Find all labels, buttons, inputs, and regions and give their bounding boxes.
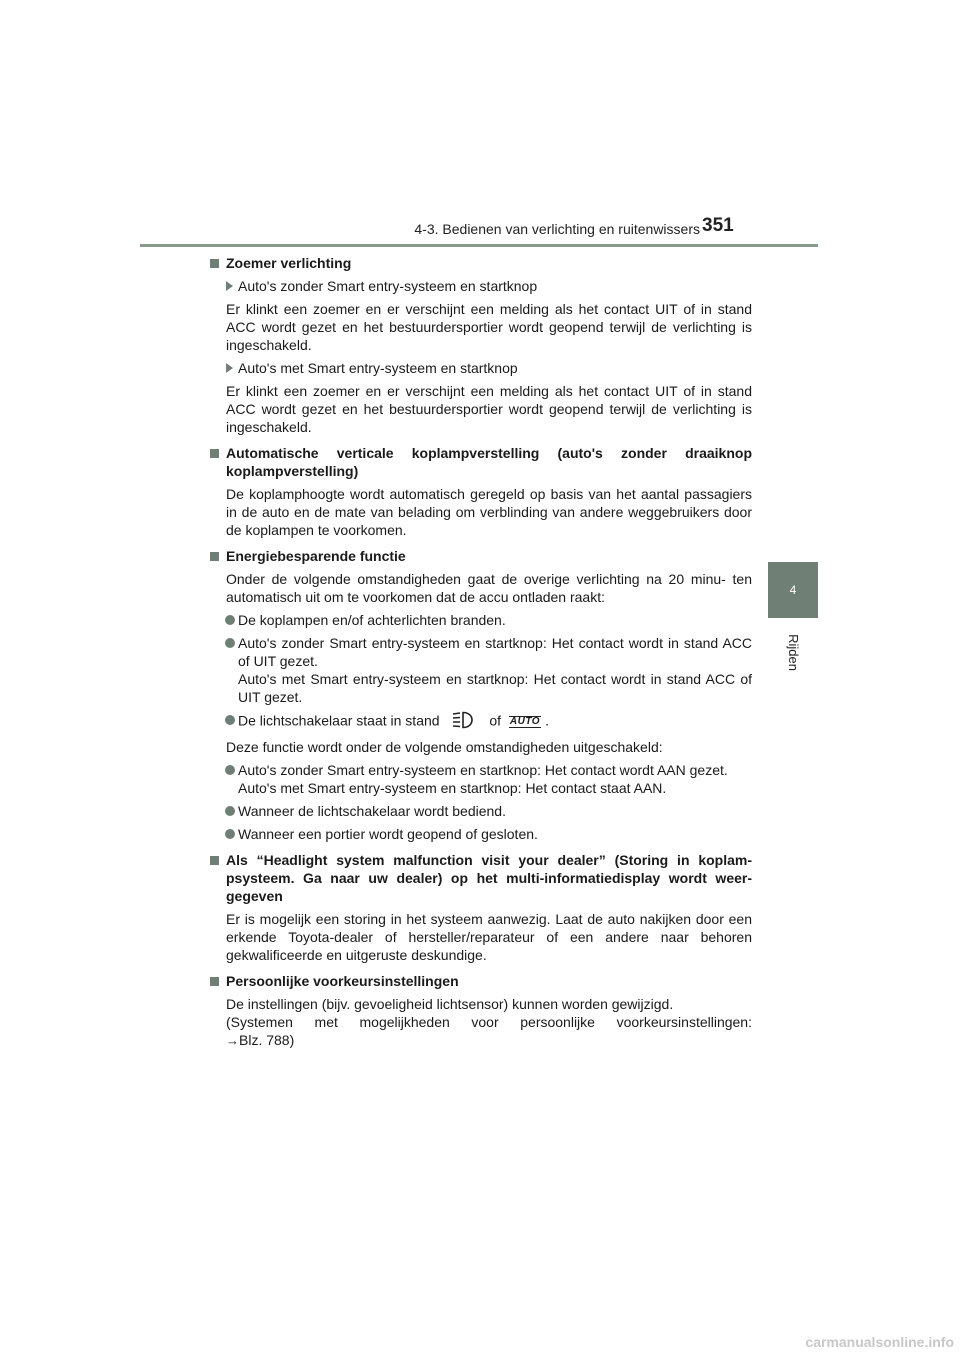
sub-item	[208, 277, 752, 295]
list-item-text: Auto's met Smart entry-systeem en startknop: Het contact wordt in stand ACC of UIT gezet.	[238, 671, 752, 705]
circle-bullet-icon	[225, 715, 235, 725]
section-title: 4-3. Bedienen van verlichting en ruitenwissers	[414, 221, 700, 237]
list-item	[208, 634, 752, 706]
paragraph: De koplamphoogte wordt automatisch geregeld op basis van het aantal passagiers in de auto en de mate van belading om verblinding van andere weggebruikers door de koplampen te voorkomen.	[226, 486, 752, 538]
square-bullet-icon	[210, 552, 219, 561]
heading-text: Als “Headlight system malfunction visit your dealer” (Storing in koplam- psysteem. Ga naar uw dealer) op het multi-informatiedisplay wordt weer- gegeven	[226, 852, 752, 904]
header-divider	[140, 244, 818, 247]
square-bullet-icon	[210, 449, 219, 458]
list-item	[208, 611, 752, 629]
paragraph: Deze functie wordt onder de volgende omstandigheden uitgeschakeld:	[226, 739, 663, 755]
list-item-text: of	[489, 712, 502, 729]
page-reference-link[interactable]: Blz. 788)	[239, 1032, 295, 1048]
paragraph: Er klinkt een zoemer en er verschijnt een melding als het contact UIT of in stand ACC wordt gezet en het bestuurdersportier wordt geopend terwijl de verlichting is ingeschakeld.	[226, 301, 752, 353]
list-item	[208, 825, 752, 843]
page-content	[208, 254, 752, 1050]
list-item-text: De lichtschakelaar staat in stand	[238, 712, 440, 729]
circle-bullet-icon	[225, 615, 235, 625]
list-item-text: Wanneer de lichtschakelaar wordt bediend.	[238, 803, 506, 819]
paragraph	[208, 995, 752, 1050]
list-item-text: .	[545, 712, 549, 729]
chapter-label	[775, 632, 811, 672]
list-item	[208, 761, 752, 797]
sub-item-text: Auto's zonder Smart entry-systeem en startknop	[238, 278, 538, 294]
list-item-text: Auto's met Smart entry-systeem en startknop: Het contact staat AAN.	[238, 780, 667, 796]
heading-koplampverstelling	[208, 444, 752, 480]
chapter-label-text: Rijden	[785, 633, 801, 671]
headlight-icon	[451, 711, 477, 733]
list-item-text: De koplampen en/of achterlichten branden.	[238, 612, 506, 628]
circle-bullet-icon	[225, 765, 235, 775]
chapter-tab[interactable]	[768, 562, 818, 618]
page-number: 351	[702, 215, 734, 236]
list-item-text: Auto's zonder Smart entry-systeem en startknop: Het contact wordt AAN gezet.	[238, 762, 728, 778]
heading-zoemer	[208, 254, 752, 272]
paragraph: Er klinkt een zoemer en er verschijnt een melding als het contact UIT of in stand ACC wordt gezet en het bestuurdersportier wordt geopend terwijl de verlichting is ingeschakeld.	[226, 383, 752, 435]
list-item-text: Wanneer een portier wordt geopend of gesloten.	[238, 826, 538, 842]
auto-mode-icon: AUTO	[509, 716, 541, 727]
paragraph-text: (Systemen met mogelijkheden voor persoonlijke voorkeursinstellingen:	[226, 1014, 752, 1030]
heading-text: Persoonlijke voorkeursinstellingen	[226, 973, 459, 989]
heading-headlight-malfunction	[208, 851, 752, 905]
paragraph-text: De instellingen (bijv. gevoeligheid lichtsensor) kunnen worden gewijzigd.	[226, 996, 674, 1012]
list-item	[208, 802, 752, 820]
heading-voorkeursinstellingen	[208, 972, 752, 990]
triangle-bullet-icon	[226, 363, 233, 373]
arrow-right-icon: →	[226, 1033, 239, 1048]
sub-item-text: Auto's met Smart entry-systeem en startknop	[238, 360, 518, 376]
circle-bullet-icon	[225, 829, 235, 839]
heading-text: Zoemer verlichting	[226, 255, 352, 271]
sub-item	[208, 359, 752, 377]
circle-bullet-icon	[225, 806, 235, 816]
square-bullet-icon	[210, 259, 219, 268]
list-item-text: Auto's zonder Smart entry-systeem en startknop: Het contact wordt in stand ACC of UIT gezet.	[238, 635, 752, 669]
triangle-bullet-icon	[226, 281, 233, 291]
heading-text: Automatische verticale koplampverstelling (auto's zonder draaiknop koplampverstelling)	[226, 445, 752, 479]
heading-text: Energiebesparende functie	[226, 548, 406, 564]
list-item	[208, 711, 752, 733]
circle-bullet-icon	[225, 638, 235, 648]
paragraph: Er is mogelijk een storing in het systeem aanwezig. Laat de auto nakijken door een erkende Toyota-dealer of hersteller/reparateur of een andere naar behoren gekwalificeerde en uitgeruste deskundige.	[226, 911, 752, 963]
chapter-number: 4	[789, 583, 797, 597]
heading-energiebesparend	[208, 547, 752, 565]
square-bullet-icon	[210, 977, 219, 986]
watermark: carmanualsonline.info	[805, 1334, 954, 1350]
paragraph: Onder de volgende omstandigheden gaat de overige verlichting na 20 minu- ten automatisch uit om te voorkomen dat de accu ontladen raakt:	[226, 571, 752, 605]
square-bullet-icon	[210, 856, 219, 865]
